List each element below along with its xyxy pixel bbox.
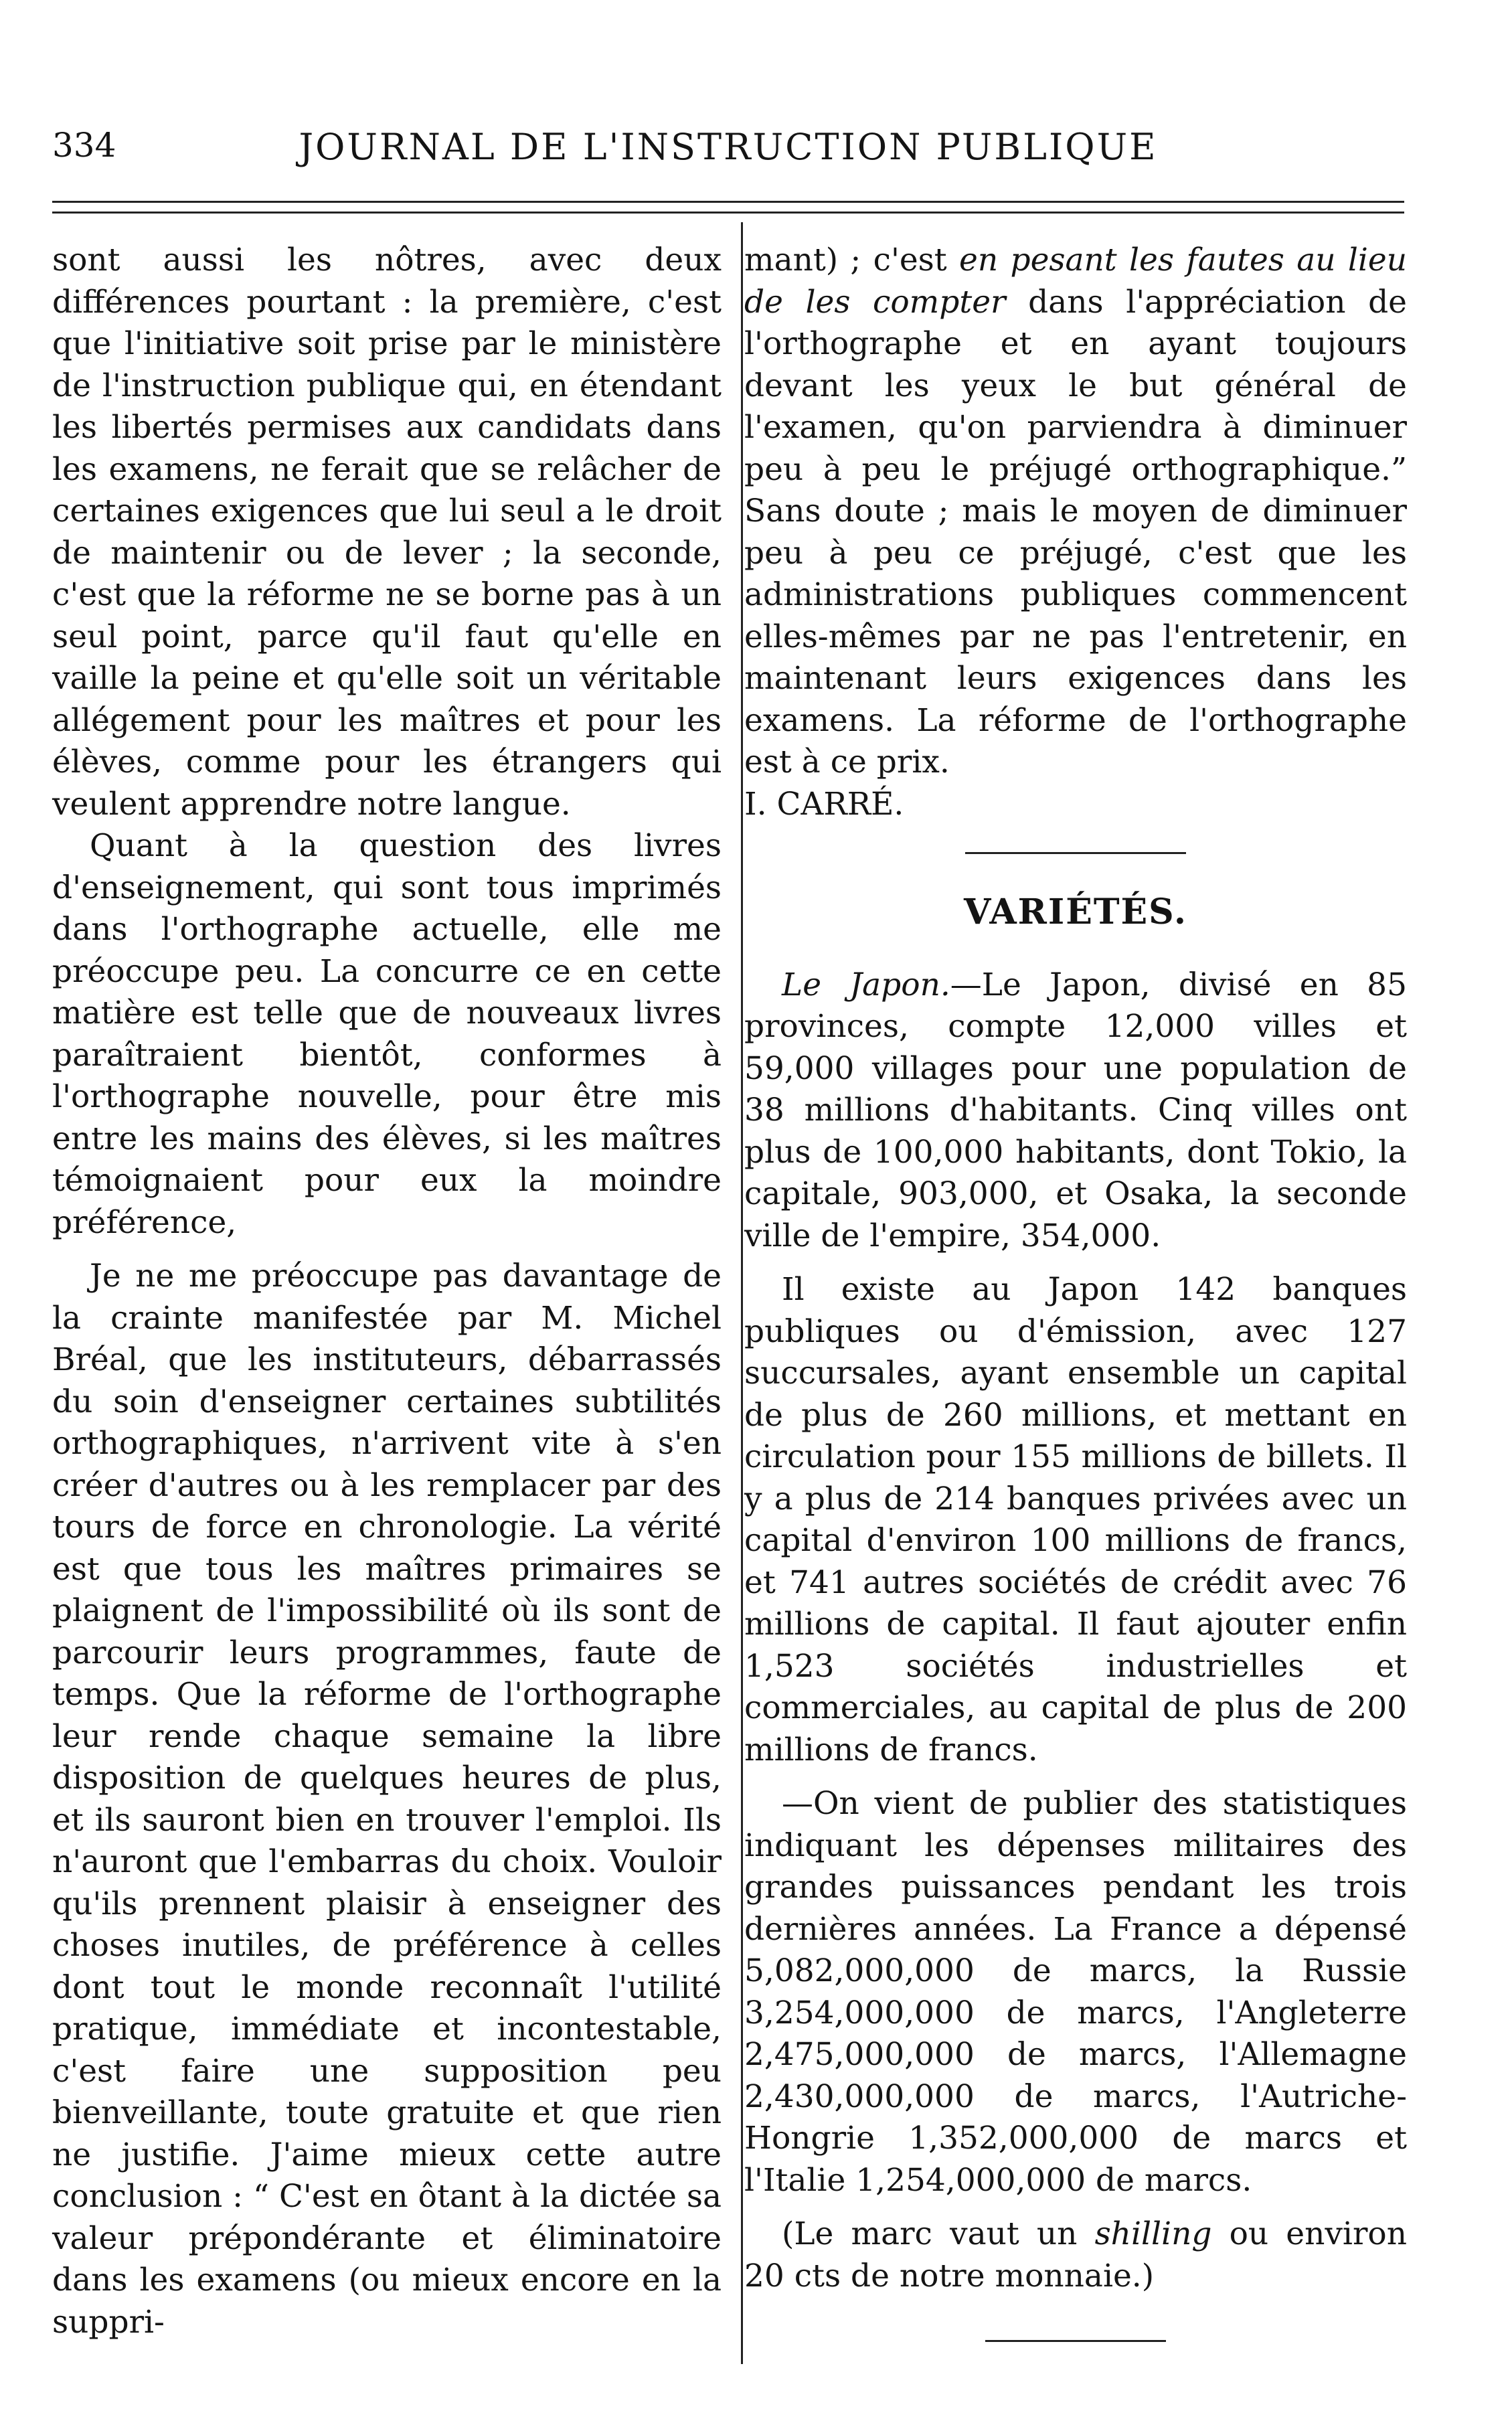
currency-note-end: ou environ 20 cts de notre monnaie.) <box>744 2215 1407 2294</box>
right-paragraph-1-italic: en pesant les fautes au lieu de les compter <box>744 242 1407 321</box>
end-rule <box>985 2340 1166 2342</box>
header-rule-top <box>52 201 1404 203</box>
left-paragraph-1: sont aussi les nôtres, avec deux différences pourtant : la première, c'est que l'initiative soit prise par le ministère de l'instruction publique qui, en étendant les libertés permises aux candidats dans les examens, ne ferait que se relâcher de certaines exigences que lui seul a le droit de maintenir ou de lever ; la seconde, c'est que la réforme ne se borne pas à un seul point, parce qu'il faut qu'elle en vaille la peine et qu'elle soit un véritable allégement pour les maîtres et pour les élèves, comme pour les étrangers qui veulent apprendre notre langue. <box>52 242 722 823</box>
japan-runin-title: Le Japon. <box>782 966 950 1003</box>
currency-note-paragraph <box>744 2213 1407 2297</box>
currency-note-italic: shilling <box>1094 2215 1212 2252</box>
currency-note-start: (Le marc vaut un <box>782 2215 1095 2252</box>
left-paragraph-2: Quant à la question des livres d'enseignement, qui sont tous imprimés dans l'orthographe actuelle, elle me préoccupe peu. La concurre ce en cette matière est telle que de nouveaux livres paraîtraient bientôt, conformes à l'orthographe nouvelle, pour être mis entre les mains des élèves, si les maîtres témoignaient pour eux la moindre préférence, <box>52 827 722 1241</box>
right-column <box>744 240 1407 2342</box>
right-paragraph-1-end: dans l'appréciation de l'orthographe et en ayant toujours devant les yeux le but général de l'examen, qu'on parviendra à diminuer peu à peu le préjugé orthographique.” Sans doute ; mais le moyen de diminuer peu à peu ce préjugé, c'est que les administrations publiques commencent elles-mêmes par ne pas l'entretenir, en maintenant leurs exigences dans les examens. La réforme de l'orthographe est à ce prix. <box>744 283 1407 780</box>
section-separator-rule <box>965 852 1186 854</box>
right-paragraph-1-start: mant) ; c'est <box>744 242 960 278</box>
author-signature: I. CARRÉ. <box>744 785 904 823</box>
page-header <box>52 126 1404 186</box>
military-spending-paragraph: —On vient de publier des statistiques indiquant les dépenses militaires des grandes puissances pendant les trois dernières années. La France a dépensé 5,082,000,000 de marcs, la Russie 3,254,000,000 de marcs, l'Angleterre 2,475,000,000 de marcs, l'Allemagne 2,430,000,000 de marcs, l'Autriche-Hongrie 1,352,000,000 de marcs et l'Italie 1,254,000,000 de marcs. <box>744 1785 1407 2199</box>
left-paragraph-3: Je ne me préoccupe pas davantage de la crainte manifestée par M. Michel Bréal, que les instituteurs, débarrassés du soin d'enseigner certaines subtilités orthographiques, n'arrivent vite à s'en créer d'autres ou à les remplacer par des tours de force en chronologie. La vérité est que tous les maîtres primaires se plaignent de l'impossibilité où ils sont de parcourir leurs programmes, faute de temps. Que la réforme de l'orthographe leur rende chaque semaine la libre disposition de quelques heures de plus, et ils sauront bien en trouver l'emploi. Ils n'auront que l'embarras du choix. Vouloir qu'ils prennent plaisir à enseigner des choses inutiles, de préférence à celles dont tout le monde reconnaît l'utilité pratique, immédiate et incontestable, c'est faire une supposition peu bienveillante, toute gratuite et que rien ne justifie. J'aime mieux cette autre conclusion : “ C'est en ôtant à la dictée sa valeur prépondérante et éliminatoire dans les examens (ou mieux encore en la suppri- <box>52 1258 722 2341</box>
header-rule-bottom <box>52 212 1404 214</box>
right-paragraph-1 <box>744 240 1407 784</box>
left-column <box>52 240 722 2343</box>
running-title: JOURNAL DE L'INSTRUCTION PUBLIQUE <box>299 126 1158 168</box>
column-divider <box>741 222 743 2364</box>
japan-paragraph-body: —Le Japon, divisé en 85 provinces, compte 12,000 villes et 59,000 villages pour une population de 38 millions d'habitants. Cinq villes ont plus de 100,000 habitants, dont Tokio, la capitale, 903,000, et Osaka, la seconde ville de l'empire, 354,000. <box>744 966 1407 1254</box>
page-number: 334 <box>52 126 116 165</box>
banks-paragraph: Il existe au Japon 142 banques publiques ou d'émission, avec 127 succursales, ayant ensemble un capital de plus de 260 millions, et mettant en circulation pour 155 millions de billets. Il y a plus de 214 banques privées avec un capital d'environ 100 millions de francs, et 741 autres sociétés de crédit avec 76 millions de capital. Il faut ajouter enfin 1,523 sociétés industrielles et commerciales, au capital de plus de 200 millions de francs. <box>744 1271 1407 1768</box>
japan-paragraph <box>744 965 1407 1258</box>
section-heading: VARIÉTÉS. <box>964 892 1187 932</box>
